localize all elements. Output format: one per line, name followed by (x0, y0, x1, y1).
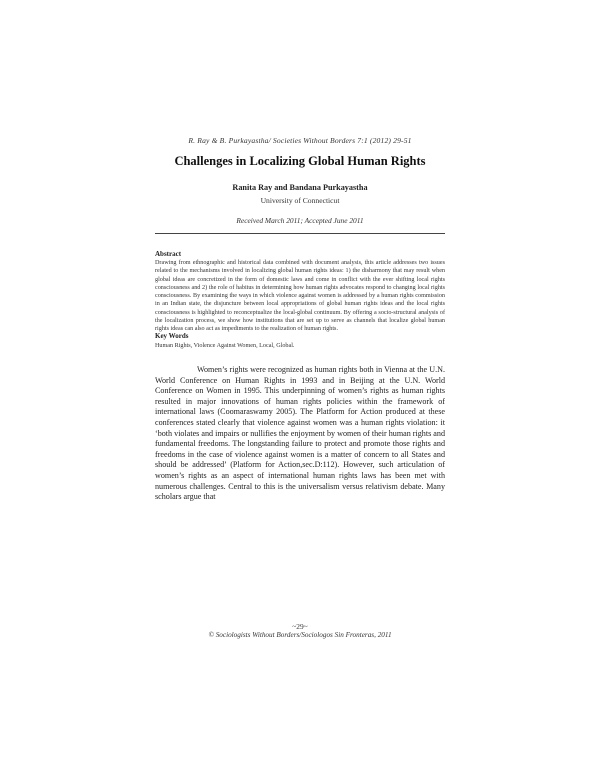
article-authors: Ranita Ray and Bandana Purkayastha (232, 183, 368, 192)
running-head: R. Ray & B. Purkayastha/ Societies Without Borders 7:1 (2012) 29-51 (188, 136, 412, 145)
abstract-text: Drawing from ethnographic and historical data combined with document analysis, this article addresses two issues related to the mechanisms involved in localizing global human rights ideas: 1) the disharmony that may result when global ideas are concretized in the form of domestic laws and come in conflict with the ever shifting local rights consciousness and 2) the role of habitus in determining how human rights advocates respond to changing local rights consciousness. By examining the ways in which violence against women is addressed by a human rights commission in an Indian state, the disjuncture between local appropriations of global human rights ideas and the local rights consciousness is highlighted to reconceptualize the local-global continuum. By offering a socio-structural analysis of the localization process, we show how institutions that are set up to serve as channels that localize global human rights ideas can also act as impediments to the realization of human rights. (155, 260, 445, 333)
keywords-heading: Key Words (155, 332, 189, 340)
copyright-footer: © Sociologists Without Borders/Sociologos Sin Fronteras, 2011 (208, 631, 392, 639)
body-paragraph: Women’s rights were recognized as human rights both in Vienna at the U.N. World Conference on Human Rights in 1993 and in Beijing at the U.N. World Conference on Women in 1995. This underpinning of women’s rights as human rights resulted in major innovations of human rights policies within the framework of international laws (Coomaraswamy 2005). The Platform for Action produced at these conferences stated clearly that violence against women was a human rights violation: it ‘both violates and impairs or nullifies the enjoyment by women of their human rights and fundamental freedoms. The longstanding failure to protect and promote those rights and freedoms in the case of violence against women is a matter of concern to all States and should be addressed’ (Platform for Action,sec.D:112). However, such articulation of women’s rights as an aspect of international human rights laws has been met with numerous challenges. Central to this is the universalism versus relativism debate. Many scholars argue that (155, 365, 445, 502)
title-divider (155, 233, 445, 234)
abstract-heading: Abstract (155, 250, 182, 258)
keywords-text: Human Rights, Violence Against Women, Local, Global. (155, 343, 295, 349)
author-affiliation: University of Connecticut (260, 196, 340, 205)
article-title: Challenges in Localizing Global Human Rights (174, 154, 426, 168)
page-number: ~29~ (292, 622, 308, 631)
received-accepted-dates: Received March 2011; Accepted June 2011 (236, 216, 364, 225)
